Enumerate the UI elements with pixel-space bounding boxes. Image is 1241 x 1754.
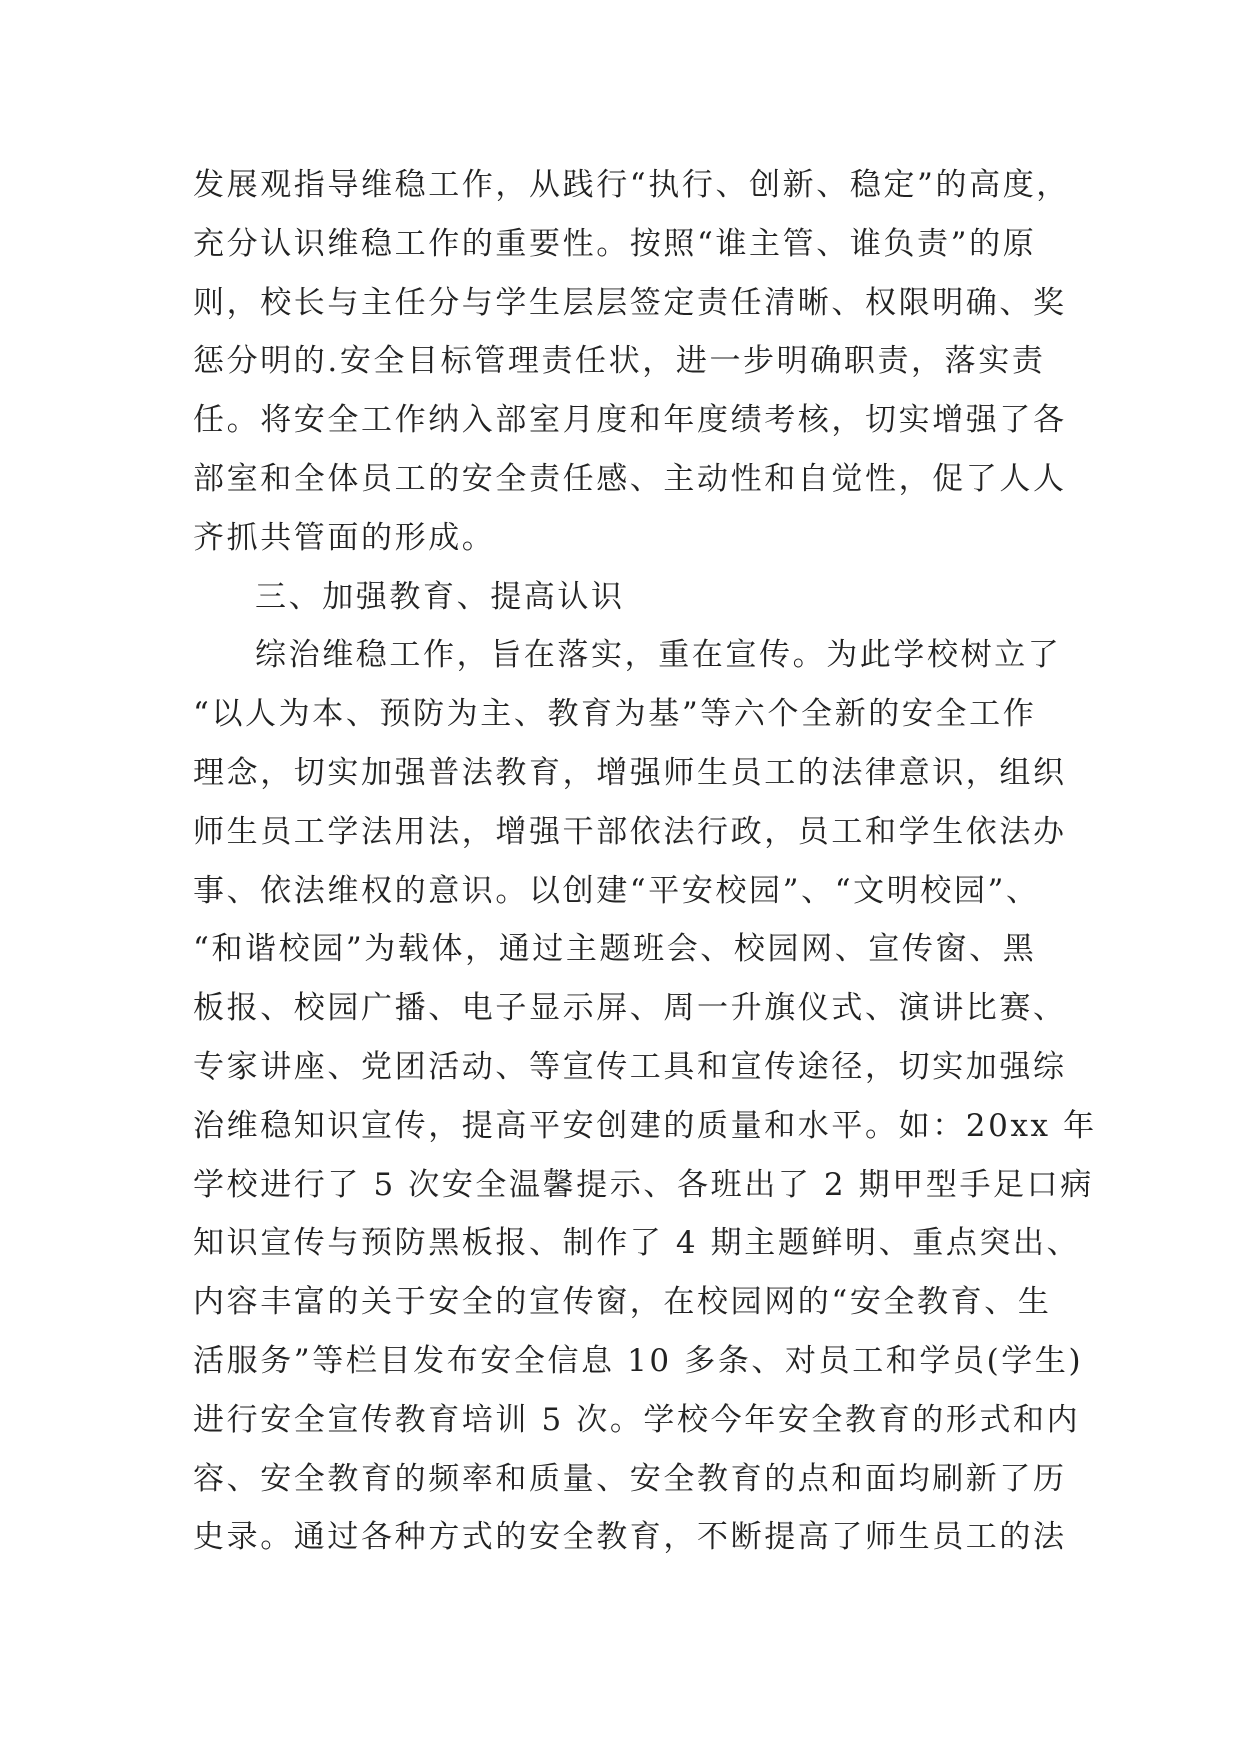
text-line: 理念，切实加强普法教育，增强师生员工的法律意识，组织 (193, 754, 1067, 791)
text-line: 活服务”等栏目发布安全信息 10 多条、对员工和学员(学生) (193, 1342, 1084, 1379)
text-line: 治维稳知识宣传，提高平安创建的质量和水平。如：20xx 年 (193, 1107, 1097, 1144)
text-line: “和谐校园”为载体，通过主题班会、校园网、宣传窗、黑 (193, 931, 1037, 968)
text-line: 进行安全宣传教育培训 5 次。学校今年安全教育的形式和内 (193, 1401, 1081, 1438)
text-line: 知识宣传与预防黑板报、制作了 4 期主题鲜明、重点突出、 (193, 1225, 1081, 1262)
text-line: 齐抓共管面的形成。 (193, 519, 496, 556)
text-line: 专家讲座、党团活动、等宣传工具和宣传途径，切实加强综 (193, 1048, 1067, 1085)
text-line: 则，校长与主任分与学生层层签定责任清晰、权限明确、奖 (193, 284, 1067, 321)
text-line: “以人为本、预防为主、教育为基”等六个全新的安全工作 (193, 696, 1037, 733)
text-line: 充分认识维稳工作的重要性。按照“谁主管、谁负责”的原 (193, 225, 1037, 262)
text-line: 事、依法维权的意识。以创建“平安校园”、“文明校园”、 (193, 872, 1040, 909)
text-line: 综治维稳工作，旨在落实，重在宣传。为此学校树立了 (255, 637, 1062, 674)
text-line: 任。将安全工作纳入部室月度和年度绩考核，切实增强了各 (193, 402, 1067, 439)
text-line: 部室和全体员工的安全责任感、主动性和自觉性，促了人人 (193, 460, 1067, 497)
text-line: 发展观指导维稳工作，从践行“执行、创新、稳定”的高度， (193, 167, 1070, 203)
text-line: 内容丰富的关于安全的宣传窗，在校园网的“安全教育、生 (193, 1284, 1052, 1321)
text-line: 板报、校园广播、电子显示屏、周一升旗仪式、演讲比赛、 (193, 990, 1067, 1027)
section-heading: 三、加强教育、提高认识 (255, 578, 625, 615)
text-line: 师生员工学法用法，增强干部依法行政，员工和学生依法办 (193, 813, 1067, 850)
text-line: 惩分明的.安全目标管理责任状，进一步明确职责，落实责 (193, 343, 1046, 380)
text-line: 容、安全教育的频率和质量、安全教育的点和面均刷新了历 (193, 1460, 1067, 1497)
body-text (193, 156, 1097, 1567)
text-line: 学校进行了 5 次安全温馨提示、各班出了 2 期甲型手足口病 (193, 1166, 1094, 1203)
text-line: 史录。通过各种方式的安全教育，不断提高了师生员工的法 (193, 1519, 1067, 1556)
